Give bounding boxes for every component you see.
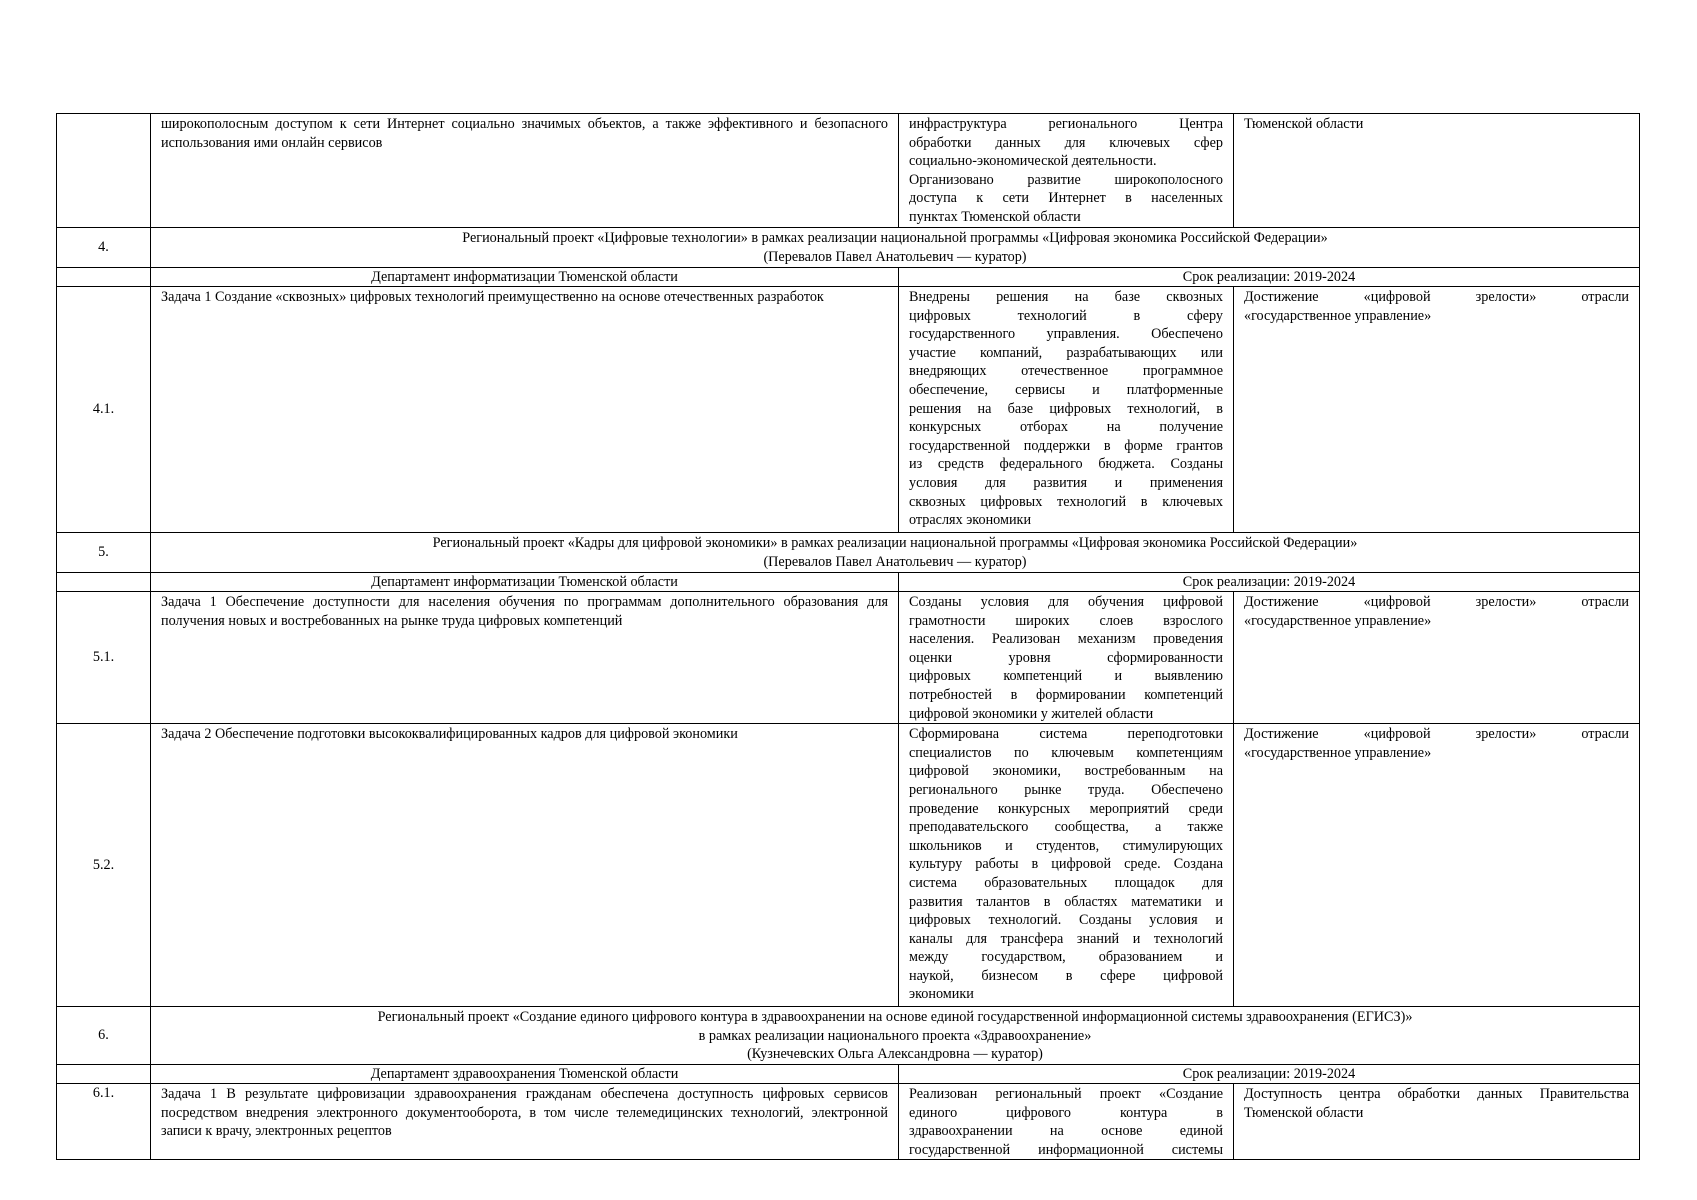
result-line: Реализован региональный проект «Создание: [909, 1085, 1223, 1102]
section-curator: (Перевалов Павел Анатольевич — куратор): [763, 248, 1027, 265]
indicator-line: Достижение «цифровой зрелости» отрасли: [1244, 594, 1629, 610]
result-line: цифровой экономики у жителей области: [909, 705, 1154, 722]
result-line: каналы для трансфера знаний и технологий: [909, 930, 1223, 947]
row-number: 5.1.: [57, 592, 151, 724]
period-cell: Срок реализации: 2019-2024: [899, 1064, 1640, 1083]
result-line: внедряющих отечественное программное: [909, 363, 1223, 380]
section-curator: (Кузнечевских Ольга Александровна — куратор): [747, 1046, 1043, 1063]
row-number: 6.1.: [57, 1083, 151, 1159]
task-cell: Задача 1 Создание «сквозных» цифровых технологий преимущественно на основе отечественных разработок: [151, 287, 899, 533]
result-line: оценки уровня сформированности: [909, 649, 1223, 666]
section-header-row: [57, 1007, 1640, 1065]
section-header-row: [57, 228, 1640, 268]
result-line: преподавательского сообщества, а также: [909, 819, 1223, 836]
result-line: Внедрены решения на базе сквозных: [909, 289, 1223, 305]
result-cell: [899, 724, 1234, 1007]
section-title-cell: [151, 533, 1640, 573]
result-cell: [899, 287, 1234, 533]
result-line: решения на базе цифровых технологий, в: [909, 400, 1223, 417]
result-line: Созданы условия для обучения цифровой: [909, 594, 1223, 610]
section-curator: (Перевалов Павел Анатольевич — куратор): [763, 553, 1027, 570]
result-line: экономики: [909, 986, 974, 1003]
empty-cell: [57, 573, 151, 592]
result-line: обеспечение, сервисы и платформенные: [909, 381, 1223, 398]
result-cell: [899, 592, 1234, 724]
result-line: государственной информационной системы: [909, 1141, 1223, 1158]
result-line: отраслях экономики: [909, 512, 1032, 529]
result-line: условия для развития и применения: [909, 474, 1223, 491]
task-cell: Задача 1 Обеспечение доступности для населения обучения по программам дополнительного образования для получения новых и востребованных на рынке труда цифровых компетенций: [151, 592, 899, 724]
table-row: [57, 1083, 1640, 1159]
indicator-line: Достижение «цифровой зрелости» отрасли: [1244, 726, 1629, 743]
result-line: государственного управления. Обеспечено: [909, 326, 1223, 343]
result-line: социально-экономической деятельности.: [909, 153, 1157, 170]
result-line: здравоохранении на основе единой: [909, 1123, 1223, 1140]
result-line: наукой, бизнесом в сфере цифровой: [909, 967, 1223, 984]
program-table: [56, 113, 1640, 1160]
section-title: Региональный проект «Цифровые технологии» в рамках реализации национальной программы «Цифровая экономика Российской Федерации»: [462, 230, 1328, 246]
result-line: населения. Реализован механизм проведения: [909, 631, 1223, 648]
department-cell: Департамент здравоохранения Тюменской области: [151, 1064, 899, 1083]
indicator-cell: [1234, 287, 1640, 533]
result-line: школьников и студентов, стимулирующих: [909, 837, 1223, 854]
department-cell: Департамент информатизации Тюменской области: [151, 573, 899, 592]
table-row-continuation: [57, 114, 1640, 228]
section-subheader-row: [57, 268, 1640, 287]
section-title-cell: [151, 228, 1640, 268]
result-line: специалистов по ключевым компетенциям: [909, 744, 1223, 761]
row-number-empty: [57, 114, 151, 228]
result-cell: [899, 1083, 1234, 1159]
result-line: развития талантов в областях математики и: [909, 893, 1223, 910]
result-line: проведение конкурсных мероприятий среди: [909, 800, 1223, 817]
row-number: 4.1.: [57, 287, 151, 533]
result-line: из средств федерального бюджета. Созданы: [909, 456, 1223, 473]
table-row: [57, 287, 1640, 533]
table-row: [57, 724, 1640, 1007]
result-line: система образовательных площадок для: [909, 874, 1223, 891]
indicator-cell: Доступность центра обработки данных Правительства Тюменской области: [1234, 1083, 1640, 1159]
empty-cell: [57, 1064, 151, 1083]
result-line: регионального рынке труда. Обеспечено: [909, 781, 1223, 798]
period-cell: Срок реализации: 2019-2024: [899, 268, 1640, 287]
result-cell: [899, 114, 1234, 228]
section-subheader-row: [57, 573, 1640, 592]
result-line: культуру работы в цифровой среде. Создана: [909, 856, 1223, 873]
result-line: цифровых компетенций и выявлению: [909, 668, 1223, 685]
section-header-row: [57, 533, 1640, 573]
table-row: [57, 592, 1640, 724]
indicator-line: Достижение «цифровой зрелости» отрасли: [1244, 289, 1629, 305]
result-line: сквозных цифровых технологий в ключевых: [909, 493, 1223, 510]
result-line: потребностей в формировании компетенций: [909, 686, 1223, 703]
department-cell: Департамент информатизации Тюменской области: [151, 268, 899, 287]
result-line: участие компаний, разрабатывающих или: [909, 344, 1223, 361]
result-line: Организовано развитие широкополосного: [909, 171, 1223, 188]
result-line: обработки данных для ключевых сфер: [909, 134, 1223, 151]
section-title-cell: [151, 1007, 1640, 1065]
empty-cell: [57, 268, 151, 287]
indicator-line: «государственное управление»: [1244, 307, 1432, 324]
indicator-cell: Тюменской области: [1234, 114, 1640, 228]
section-title-line-2: в рамках реализации национального проекта «Здравоохранение»: [698, 1027, 1092, 1044]
result-line: цифровых технологий в сферу: [909, 307, 1223, 324]
result-line: между государством, образованием и: [909, 949, 1223, 966]
result-line: цифровых технологий. Созданы условия и: [909, 912, 1223, 929]
result-line: пунктах Тюменской области: [909, 208, 1081, 225]
indicator-cell: [1234, 592, 1640, 724]
task-cell: широкополосным доступом к сети Интернет социально значимых объектов, а также эффективного и безопасного использования ими онлайн сервисов: [151, 114, 899, 228]
task-cell: Задача 1 В результате цифровизации здравоохранения гражданам обеспечена доступность цифровых сервисов посредством внедрения электронного документооборота, в том числе телемедицинских технологий, электронной записи к врачу, электронных рецептов: [151, 1083, 899, 1159]
period-cell: Срок реализации: 2019-2024: [899, 573, 1640, 592]
section-number: 6.: [57, 1007, 151, 1065]
task-cell: Задача 2 Обеспечение подготовки высококвалифицированных кадров для цифровой экономики: [151, 724, 899, 1007]
section-number: 4.: [57, 228, 151, 268]
indicator-line: «государственное управление»: [1244, 612, 1432, 629]
result-line: Сформирована система переподготовки: [909, 726, 1223, 743]
result-line: доступа к сети Интернет в населенных: [909, 190, 1223, 207]
indicator-cell: [1234, 724, 1640, 1007]
result-line: грамотности широких слоев взрослого: [909, 612, 1223, 629]
section-title: Региональный проект «Создание единого цифрового контура в здравоохранении на основе единой государственной информационной системы здравоохранения (ЕГИСЗ)»: [377, 1009, 1413, 1026]
row-number: 5.2.: [57, 724, 151, 1007]
result-line: государственной поддержки в форме грантов: [909, 437, 1223, 454]
section-number: 5.: [57, 533, 151, 573]
result-line: инфраструктура регионального Центра: [909, 116, 1223, 132]
result-line: конкурсных отборах на получение: [909, 419, 1223, 436]
result-line: цифровой экономики, востребованным на: [909, 763, 1223, 780]
section-title: Региональный проект «Кадры для цифровой экономики» в рамках реализации национальной программы «Цифровая экономика Российской Федерации»: [432, 535, 1358, 551]
section-subheader-row: [57, 1064, 1640, 1083]
indicator-line: «государственное управление»: [1244, 744, 1432, 761]
result-line: единого цифрового контура в: [909, 1104, 1223, 1121]
